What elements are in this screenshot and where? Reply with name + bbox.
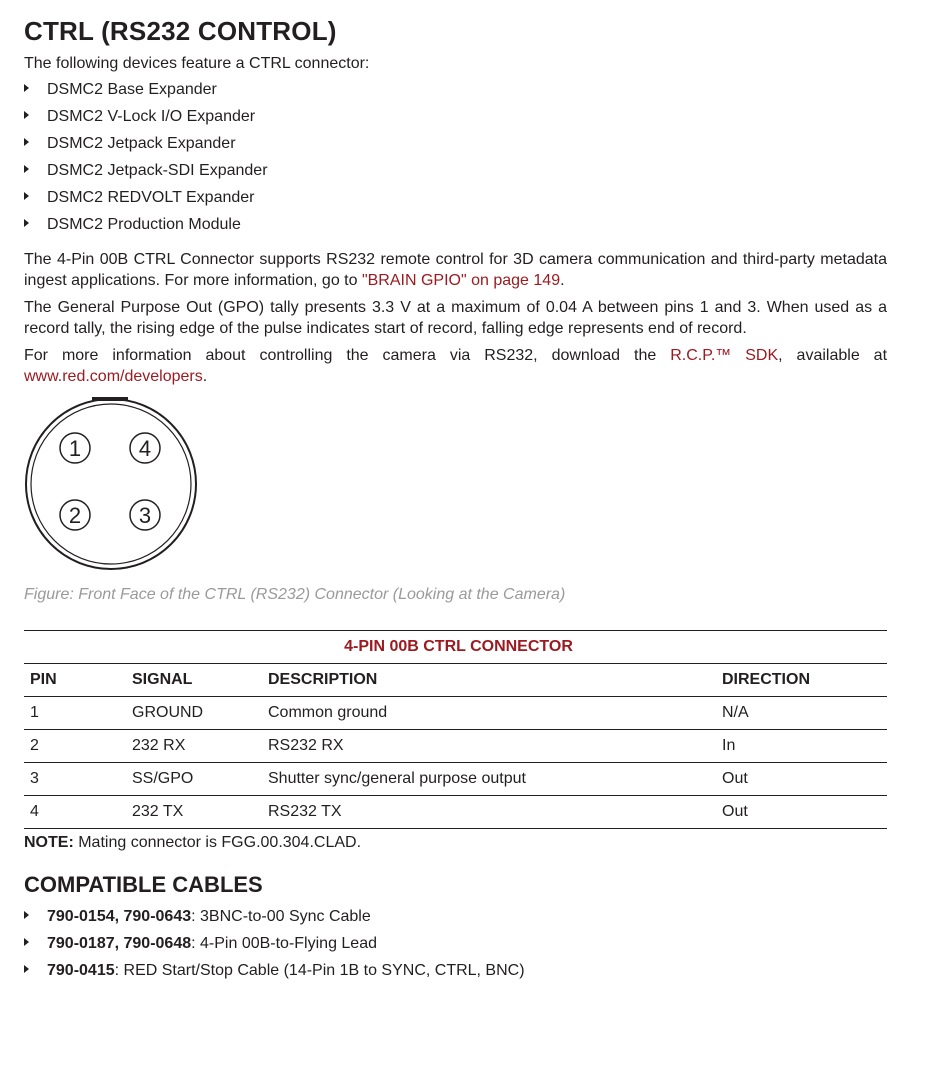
table-title-row — [24, 631, 887, 664]
table-title: 4-PIN 00B CTRL CONNECTOR — [24, 631, 887, 664]
table-cell: RS232 TX — [262, 796, 716, 829]
table-cell: SS/GPO — [126, 763, 262, 796]
page-title: CTRL (RS232 CONTROL) — [24, 16, 337, 46]
list-item: DSMC2 REDVOLT Expander — [24, 188, 268, 215]
table-cell: GROUND — [126, 697, 262, 730]
developers-link[interactable]: www.red.com/developers — [24, 368, 203, 385]
brain-gpio-link[interactable]: "BRAIN GPIO" on page 149 — [361, 272, 561, 289]
cable-part-numbers: 790-0187, 790-0648 — [47, 935, 192, 952]
section-heading: COMPATIBLE CABLES — [24, 872, 263, 897]
list-item: DSMC2 Base Expander — [24, 80, 268, 107]
column-header: DIRECTION — [716, 664, 887, 697]
table-row — [24, 697, 887, 730]
bullet-triangle-icon — [24, 219, 29, 227]
connector-face-diagram — [24, 397, 200, 573]
column-header: SIGNAL — [126, 664, 262, 697]
pin-2-label: 2 — [68, 503, 82, 528]
list-item: DSMC2 Jetpack-SDI Expander — [24, 161, 268, 188]
connector-description: The 4-Pin 00B CTRL Connector supports RS232 remote control for 3D camera communication and third-party metadata ingest applications. For more information, go to "BRAIN GPIO" on page 149. — [24, 251, 887, 289]
bullet-triangle-icon — [24, 911, 29, 919]
table-cell: 232 TX — [126, 796, 262, 829]
device-list — [24, 80, 268, 242]
list-item: DSMC2 V-Lock I/O Expander — [24, 107, 268, 134]
pin-1-label: 1 — [68, 436, 82, 461]
table-cell: RS232 RX — [262, 730, 716, 763]
cable-list — [24, 907, 525, 988]
table-row — [24, 730, 887, 763]
intro-text: The following devices feature a CTRL connector: — [24, 55, 370, 72]
table-cell: Out — [716, 796, 887, 829]
table-cell: Out — [716, 763, 887, 796]
sdk-info: For more information about controlling the camera via RS232, download the R.C.P.™ SDK, available at www.red.com/developers. — [24, 347, 888, 385]
bullet-triangle-icon — [24, 84, 29, 92]
figure-caption: Figure: Front Face of the CTRL (RS232) Connector (Looking at the Camera) — [24, 586, 566, 603]
column-header: DESCRIPTION — [262, 664, 716, 697]
list-item: 790-0415: RED Start/Stop Cable (14-Pin 1B to SYNC, CTRL, BNC) — [24, 961, 525, 988]
table-cell: 4 — [24, 796, 126, 829]
table-cell: 3 — [24, 763, 126, 796]
pin-4-label: 4 — [138, 436, 152, 461]
bullet-triangle-icon — [24, 965, 29, 973]
pinout-table — [24, 630, 887, 829]
column-header: PIN — [24, 664, 126, 697]
pin-3-label: 3 — [138, 503, 152, 528]
note-label: NOTE: — [24, 834, 74, 851]
list-item: 790-0187, 790-0648: 4-Pin 00B-to-Flying Lead — [24, 934, 525, 961]
cable-part-numbers: 790-0415 — [47, 962, 115, 979]
mating-connector-note: NOTE: Mating connector is FGG.00.304.CLAD. — [24, 834, 362, 851]
bullet-triangle-icon — [24, 192, 29, 200]
list-item: 790-0154, 790-0643: 3BNC-to-00 Sync Cable — [24, 907, 525, 934]
bullet-triangle-icon — [24, 165, 29, 173]
cable-part-numbers: 790-0154, 790-0643 — [47, 908, 192, 925]
gpo-description: The General Purpose Out (GPO) tally presents 3.3 V at a maximum of 0.04 A between pins 1 and 3. When used as a record tally, the rising edge of the pulse indicates start of record, falling edge represents end of record. — [24, 299, 887, 337]
table-cell: 232 RX — [126, 730, 262, 763]
table-header-row — [24, 664, 887, 697]
connector-outer-ring — [26, 399, 196, 569]
table-cell: In — [716, 730, 887, 763]
bullet-triangle-icon — [24, 138, 29, 146]
table-cell: 2 — [24, 730, 126, 763]
bullet-triangle-icon — [24, 111, 29, 119]
list-item: DSMC2 Jetpack Expander — [24, 134, 268, 161]
bullet-triangle-icon — [24, 938, 29, 946]
table-row — [24, 763, 887, 796]
list-item: DSMC2 Production Module — [24, 215, 268, 242]
table-cell: 1 — [24, 697, 126, 730]
table-row — [24, 796, 887, 829]
connector-key-notch — [92, 397, 128, 401]
table-cell: Shutter sync/general purpose output — [262, 763, 716, 796]
rcp-sdk-link[interactable]: R.C.P.™ SDK — [670, 347, 779, 364]
table-cell: Common ground — [262, 697, 716, 730]
table-cell: N/A — [716, 697, 887, 730]
